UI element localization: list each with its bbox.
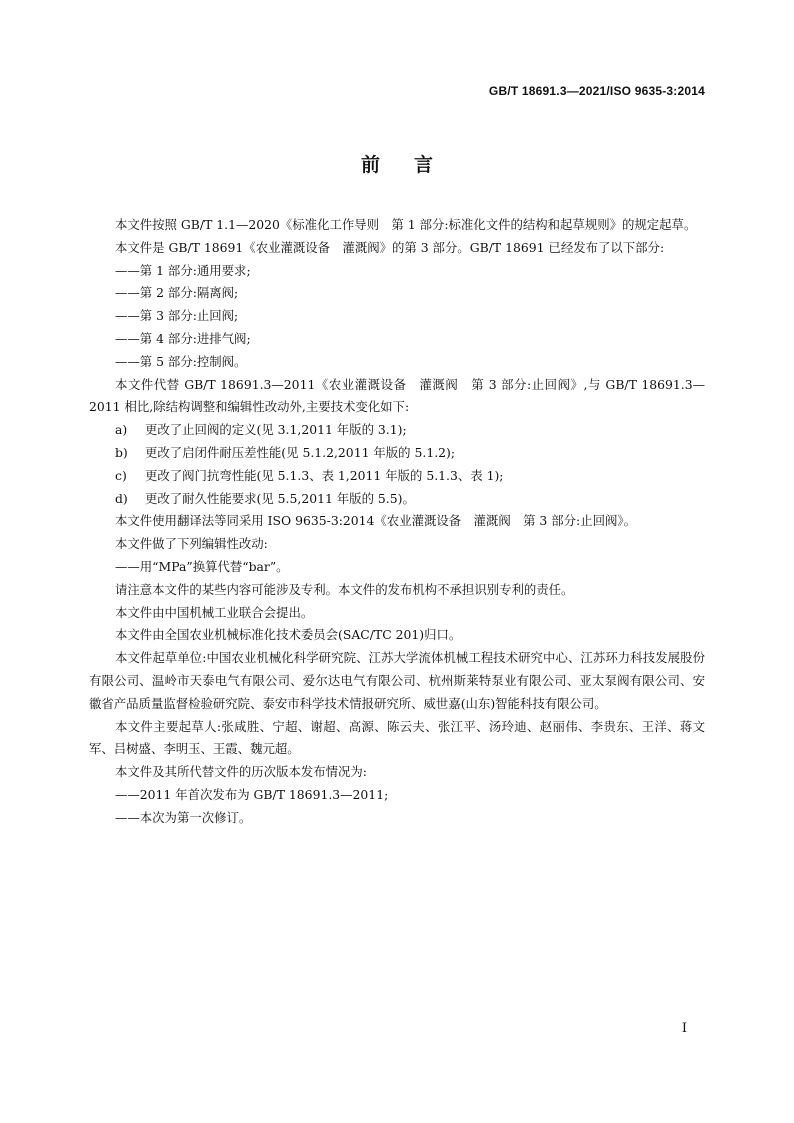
list-item (89, 488, 705, 511)
paragraph-adoption: 本文件使用翻译法等同采用 ISO 9635-3:2014《农业灌溉设备 灌溉阀 第 3 部分:止回阀》。 (115, 513, 636, 529)
list-label: c) (115, 467, 127, 483)
list-item (89, 465, 705, 488)
page-title: 前言 (360, 154, 467, 176)
list-item: ——本次为第一次修订。 (115, 809, 252, 825)
list-label: b) (115, 444, 128, 460)
document-body (89, 214, 705, 830)
list-text: 更改了阀门抗弯性能(见 5.1.3、表 1,2011 年版的 5.1.3、表 1); (145, 467, 504, 483)
standard-number-header: GB/T 18691.3—2021/ISO 9635-3:2014 (488, 84, 705, 98)
list-item: ——第 4 部分:进排气阀; (115, 330, 251, 346)
paragraph-history-intro: 本文件及其所代替文件的历次版本发布情况为: (115, 764, 367, 780)
paragraph-replacement: 本文件代替 GB/T 18691.3—2011《农业灌溉设备 灌溉阀 第 3 部分:止回阀》,与 GB/T 18691.3—2011 相比,除结构调整和编辑性改动外,主要技术变化如下: (89, 376, 705, 415)
list-item: ——第 2 部分:隔离阀; (115, 285, 239, 301)
list-item (89, 442, 705, 465)
list-item: ——用“MPa”换算代替“bar”。 (115, 558, 289, 574)
list-label: d) (115, 490, 128, 506)
paragraph-part-intro: 本文件是 GB/T 18691《农业灌溉设备 灌溉阀》的第 3 部分。GB/T 18691 已经发布了以下部分: (115, 239, 665, 255)
paragraph-drafters: 本文件主要起草人:张咸胜、宁超、谢超、高源、陈云夫、张江平、汤玲迪、赵丽伟、李贵东、王洋、蒋文军、吕树盛、李明玉、王霞、魏元超。 (89, 718, 705, 757)
paragraph-editorial-changes: 本文件做了下列编辑性改动: (115, 536, 268, 552)
paragraph-drafting-rule: 本文件按照 GB/T 1.1—2020《标准化工作导则 第 1 部分:标准化文件的结构和起草规则》的规定起草。 (115, 217, 697, 232)
list-label: a) (115, 422, 128, 438)
paragraph-proposer: 本文件由中国机械工业联合会提出。 (115, 604, 314, 620)
paragraph-patent-notice: 请注意本文件的某些内容可能涉及专利。本文件的发布机构不承担识别专利的责任。 (115, 581, 574, 597)
list-item: ——第 3 部分:止回阀; (115, 308, 239, 324)
list-item (89, 419, 705, 442)
list-text: 更改了启闭件耐压差性能(见 5.1.2,2011 年版的 5.1.2); (145, 444, 456, 460)
list-item: ——第 1 部分:通用要求; (115, 262, 251, 278)
list-item: ——第 5 部分:控制阀。 (115, 353, 247, 369)
list-text: 更改了止回阀的定义(见 3.1,2011 年版的 3.1); (145, 422, 407, 438)
page-number: I (681, 1021, 687, 1036)
list-text: 更改了耐久性能要求(见 5.5,2011 年版的 5.5)。 (145, 490, 415, 506)
list-item: ——2011 年首次发布为 GB/T 18691.3—2011; (115, 786, 389, 802)
paragraph-drafting-units: 本文件起草单位:中国农业机械化科学研究院、江苏大学流体机械工程技术研究中心、江苏环力科技发展股份有限公司、温岭市天泰电气有限公司、爱尔达电气有限公司、杭州斯莱特泵业有限公司、亚太泵阀有限公司、安徽省产品质量监督检验研究院、泰安市科学技术情报研究所、威世嘉(山东)智能科技有限公司。 (89, 650, 705, 711)
paragraph-committee: 本文件由全国农业机械标准化技术委员会(SAC/TC 201)归口。 (115, 627, 462, 643)
